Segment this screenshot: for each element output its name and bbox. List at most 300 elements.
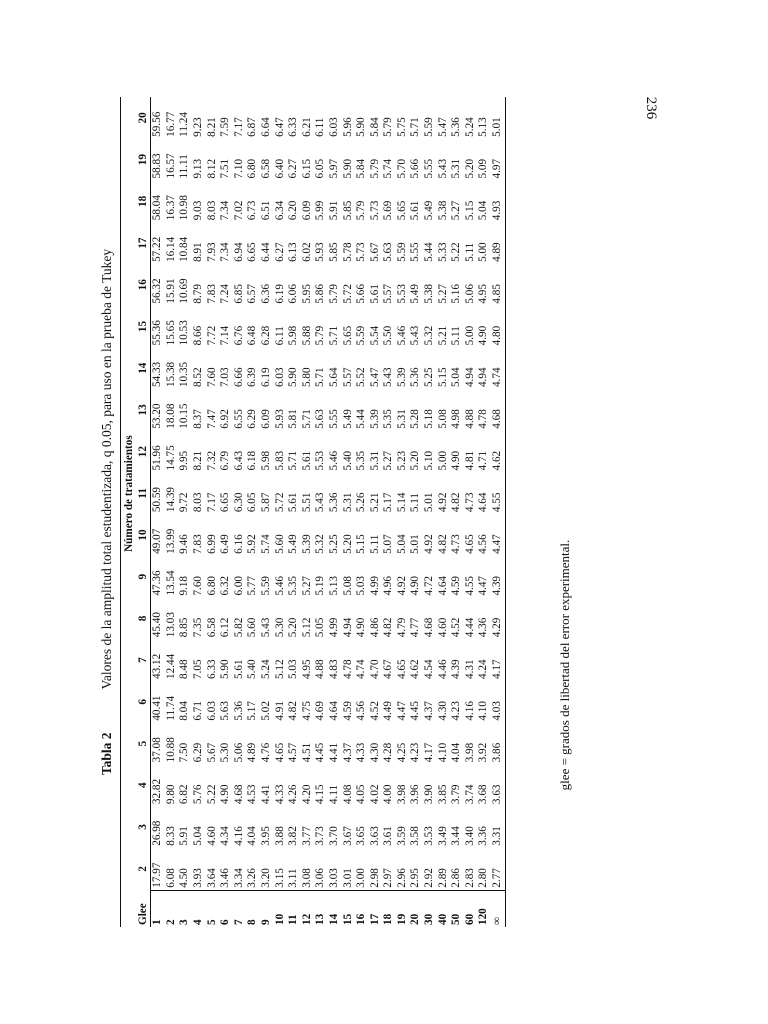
row-header-glee: 8 <box>246 890 260 927</box>
table-cell: 5.13 <box>327 575 340 596</box>
table-cell: 6.08 <box>164 868 177 888</box>
table-cell: 15.65 <box>164 320 177 346</box>
table-cell: 5.85 <box>341 200 354 221</box>
table-cell: 4.64 <box>477 492 490 513</box>
table-cell: 5.60 <box>273 534 286 554</box>
column-header-row <box>137 97 151 927</box>
column-header: 14 <box>137 347 151 389</box>
table-cell: 5.01 <box>423 492 436 513</box>
table-cell: 4.94 <box>463 367 476 388</box>
table-cell: 3.58 <box>409 826 422 846</box>
table-cell: 5.36 <box>232 701 245 721</box>
table-cell: 9.95 <box>178 450 191 471</box>
table-cell: 50.59 <box>151 486 164 513</box>
table-cell: 3.86 <box>491 723 505 765</box>
table-cell: 5.71 <box>300 409 313 429</box>
table-cell: 6.33 <box>287 117 300 137</box>
table-cell: 6.33 <box>205 659 218 679</box>
table-cell: 4.17 <box>491 639 505 681</box>
table-cell: 6.48 <box>246 325 259 346</box>
table-cell: 6.21 <box>300 117 313 137</box>
table-cell: 5.80 <box>300 367 313 388</box>
table-cell: 45.40 <box>151 612 164 638</box>
table-cell: 6.32 <box>219 575 232 596</box>
table-cell: 5.43 <box>382 367 395 388</box>
table-cell: 10.69 <box>178 278 191 304</box>
table-cell: 4.68 <box>232 784 245 805</box>
table-cell: 32.82 <box>151 778 164 805</box>
table-cell: 4.39 <box>450 659 463 679</box>
table-cell: 12.44 <box>164 653 177 679</box>
table-cell: 5.59 <box>395 242 408 262</box>
table-cell: 3.73 <box>314 826 327 846</box>
table-cell: 4.77 <box>409 617 422 638</box>
table-cell: 7.24 <box>219 284 232 304</box>
table-cell: 8.52 <box>191 367 204 388</box>
table-cell: 6.03 <box>273 367 286 388</box>
table-cell: 2.98 <box>368 868 381 888</box>
table-cell: 4.20 <box>300 784 313 805</box>
table-cell: 5.25 <box>327 534 340 554</box>
column-header: 15 <box>137 306 151 348</box>
table-cell: 6.29 <box>191 742 204 763</box>
table-cell: 5.43 <box>259 617 272 638</box>
table-cell: 14.75 <box>164 445 177 471</box>
table-cell: 5.39 <box>395 367 408 388</box>
table-row <box>396 97 410 927</box>
table-cell: 59.56 <box>151 111 164 137</box>
column-header: 3 <box>137 806 151 848</box>
table-cell: 5.74 <box>382 158 395 179</box>
table-cell: 6.47 <box>273 117 286 137</box>
table-cell: 4.49 <box>382 701 395 721</box>
table-cell: 2.95 <box>409 868 422 888</box>
table-cell: 5.75 <box>395 117 408 137</box>
table-cell: 7.34 <box>219 200 232 221</box>
table-cell: 6.11 <box>314 117 327 137</box>
table-cell: 5.38 <box>423 284 436 304</box>
table-cell: 5.05 <box>314 617 327 638</box>
table-cell: 6.82 <box>178 784 191 805</box>
table-cell: 4.93 <box>491 181 505 223</box>
table-cell: 5.73 <box>355 242 368 262</box>
column-header: 17 <box>137 222 151 264</box>
table-cell: 5.02 <box>259 701 272 721</box>
table-cell: 4.85 <box>491 264 505 306</box>
table-cell: 7.83 <box>191 534 204 554</box>
table-cell: 4.65 <box>463 534 476 554</box>
table-cell: 7.14 <box>219 325 232 346</box>
table-cell: 4.16 <box>463 701 476 721</box>
table-cell: 4.64 <box>327 701 340 721</box>
table-cell: 4.96 <box>382 575 395 596</box>
table-cell: 57.22 <box>151 236 164 262</box>
table-cell: 6.87 <box>246 117 259 137</box>
table-cell: 7.10 <box>232 158 245 179</box>
row-header-glee: 60 <box>464 890 478 927</box>
table-cell: 5.01 <box>409 534 422 554</box>
table-cell: 3.26 <box>246 868 259 888</box>
table-cell: 5.20 <box>287 617 300 638</box>
table-cell: 4.46 <box>436 659 449 679</box>
table-cell: 5.83 <box>273 450 286 471</box>
table-cell: 4.68 <box>491 389 505 431</box>
table-cell: 5.46 <box>273 575 286 596</box>
table-cell: 5.61 <box>300 450 313 471</box>
row-header-glee: 9 <box>260 890 274 927</box>
table-cell: 5.22 <box>450 242 463 262</box>
table-cell: 7.93 <box>205 242 218 262</box>
table-cell: 7.17 <box>232 117 245 137</box>
column-header: 11 <box>137 472 151 514</box>
table-cell: 2.83 <box>463 868 476 888</box>
table-cell: 5.84 <box>355 158 368 179</box>
table-cell: 5.30 <box>273 617 286 638</box>
table-cell: 10.84 <box>178 236 191 262</box>
table-label: Tabla 2 <box>99 732 114 776</box>
column-header: 20 <box>137 97 151 139</box>
table-cell: 4.94 <box>341 617 354 638</box>
table-cell: 5.79 <box>355 200 368 221</box>
table-cell: 8.91 <box>191 242 204 262</box>
table-cell: 3.34 <box>232 868 245 888</box>
table-cell: 3.08 <box>300 868 313 888</box>
row-header-glee: 2 <box>165 890 179 927</box>
table-cell: 7.32 <box>205 450 218 471</box>
table-cell: 5.55 <box>409 242 422 262</box>
table-cell: 5.61 <box>409 200 422 221</box>
table-cell: 6.27 <box>287 158 300 179</box>
table-cell: 5.35 <box>382 409 395 429</box>
table-cell: 5.98 <box>259 450 272 471</box>
table-row <box>314 97 328 927</box>
table-cell: 5.00 <box>436 450 449 471</box>
table-cell: 5.49 <box>287 534 300 554</box>
table-cell: 16.57 <box>164 153 177 179</box>
table-cell: 3.82 <box>287 826 300 846</box>
table-cell: 5.36 <box>409 367 422 388</box>
table-cell: 5.43 <box>409 325 422 346</box>
row-header-glee: 3 <box>178 890 192 927</box>
table-cell: 4.41 <box>259 784 272 805</box>
table-cell: 4.97 <box>491 139 505 181</box>
table-cell: 5.69 <box>382 200 395 221</box>
table-cell: 5.24 <box>463 117 476 137</box>
table-cell: 5.60 <box>246 617 259 638</box>
table-cell: 4.73 <box>450 534 463 554</box>
table-cell: 4.62 <box>409 659 422 679</box>
table-cell: 5.43 <box>314 492 327 513</box>
table-cell: 5.79 <box>314 325 327 346</box>
table-row <box>260 97 274 927</box>
table-cell: 2.80 <box>477 868 490 888</box>
table-cell: 6.85 <box>232 284 245 304</box>
table-cell: 5.15 <box>463 200 476 221</box>
table-cell: 2.89 <box>436 868 449 888</box>
table-cell: 5.63 <box>314 409 327 429</box>
table-cell: 5.20 <box>463 158 476 179</box>
table-cell: 5.72 <box>273 492 286 513</box>
table-cell: 8.21 <box>191 450 204 471</box>
table-cell: 5.38 <box>436 200 449 221</box>
table-cell: 8.04 <box>178 701 191 721</box>
table-cell: 6.00 <box>232 575 245 596</box>
column-header: 8 <box>137 598 151 640</box>
table-cell: 4.86 <box>368 617 381 638</box>
column-header: 9 <box>137 556 151 598</box>
table-cell: 8.37 <box>191 409 204 429</box>
table-cell: 4.82 <box>436 534 449 554</box>
table-cell: 4.56 <box>355 701 368 721</box>
table-row <box>178 97 192 927</box>
table-cell: 5.77 <box>246 575 259 596</box>
table-row <box>409 97 423 927</box>
column-header: 10 <box>137 514 151 556</box>
table-cell: 5.98 <box>287 325 300 346</box>
table-cell: 5.63 <box>219 701 232 721</box>
table-cell: 58.04 <box>151 195 164 221</box>
table-cell: 5.22 <box>205 784 218 805</box>
table-cell: 5.18 <box>423 409 436 429</box>
table-cell: 3.01 <box>341 868 354 888</box>
table-cell: 5.31 <box>395 409 408 429</box>
table-cell: 8.21 <box>205 117 218 137</box>
table-cell: 6.58 <box>205 617 218 638</box>
table-row <box>437 97 451 927</box>
table-cell: 3.77 <box>300 826 313 846</box>
table-cell: 5.79 <box>382 117 395 137</box>
row-header-glee: 6 <box>219 890 233 927</box>
table-cell: 4.68 <box>423 617 436 638</box>
table-cell: 6.94 <box>232 242 245 262</box>
row-header-glee: 17 <box>369 890 383 927</box>
table-cell: 43.12 <box>151 653 164 679</box>
table-cell: 51.96 <box>151 445 164 471</box>
table-cell: 5.27 <box>450 200 463 221</box>
table-cell: 4.37 <box>341 742 354 763</box>
table-cell: 5.57 <box>341 367 354 388</box>
table-cell: 3.93 <box>191 868 204 888</box>
table-cell: 5.16 <box>450 284 463 304</box>
table-cell: 5.35 <box>287 575 300 596</box>
table-cell: 5.52 <box>355 367 368 388</box>
table-row <box>233 97 247 927</box>
table-cell: 9.03 <box>191 200 204 221</box>
row-header-glee: 11 <box>287 890 301 927</box>
table-cell: 5.91 <box>178 826 191 846</box>
table-cell: 4.60 <box>436 617 449 638</box>
table-cell: 6.43 <box>232 450 245 471</box>
table-row <box>246 97 260 927</box>
table-cell: 53.20 <box>151 403 164 429</box>
page-number: 236 <box>643 96 659 120</box>
table-cell: 6.58 <box>259 158 272 179</box>
table-cell: 9.18 <box>178 575 191 596</box>
table-cell: 4.16 <box>232 826 245 846</box>
table-cell: 40.41 <box>151 695 164 721</box>
table-cell: 6.03 <box>205 701 218 721</box>
table-cell: 4.04 <box>450 742 463 763</box>
table-cell: 9.13 <box>191 158 204 179</box>
table-cell: 4.82 <box>287 701 300 721</box>
table-cell: 9.46 <box>178 534 191 554</box>
table-cell: 5.08 <box>436 409 449 429</box>
table-cell: 6.09 <box>300 200 313 221</box>
table-cell: 5.54 <box>368 325 381 346</box>
table-row <box>206 97 220 927</box>
table-cell: 5.13 <box>477 117 490 137</box>
row-header-glee: 4 <box>192 890 206 927</box>
table-cell: 47.36 <box>151 570 164 596</box>
table-cell: 5.17 <box>246 701 259 721</box>
table-cell: 3.49 <box>436 826 449 846</box>
table-cell: 5.09 <box>477 158 490 179</box>
table-cell: 5.63 <box>382 242 395 262</box>
table-cell: 5.74 <box>259 534 272 554</box>
table-cell: 3.40 <box>463 826 476 846</box>
table-cell: 4.65 <box>273 742 286 763</box>
table-cell: 4.65 <box>395 659 408 679</box>
table-cell: 7.60 <box>191 575 204 596</box>
table-cell: 16.37 <box>164 195 177 221</box>
table-cell: 10.98 <box>178 195 191 221</box>
table-cell: 7.17 <box>205 492 218 513</box>
table-cell: 11.74 <box>164 695 177 721</box>
table-cell: 4.24 <box>477 659 490 679</box>
table-cell: 5.96 <box>341 117 354 137</box>
table-cell: 6.34 <box>273 200 286 221</box>
table-cell: 5.71 <box>287 450 300 471</box>
table-cell: 11.11 <box>178 154 191 179</box>
table-cell: 7.72 <box>205 325 218 346</box>
table-cell: 4.26 <box>287 784 300 805</box>
table-cell: 4.17 <box>423 742 436 763</box>
table-cell: 5.95 <box>300 284 313 304</box>
table-cell: 5.71 <box>327 325 340 346</box>
table-cell: 13.03 <box>164 612 177 638</box>
column-header: 16 <box>137 264 151 306</box>
table-cell: 5.00 <box>463 325 476 346</box>
table-row <box>151 97 165 927</box>
table-cell: 5.15 <box>355 534 368 554</box>
table-cell: 55.36 <box>151 320 164 346</box>
table-cell: 3.70 <box>327 826 340 846</box>
table-cell: 4.30 <box>368 742 381 763</box>
table-cell: 4.98 <box>450 409 463 429</box>
table-cell: 5.17 <box>382 492 395 513</box>
table-cell: 5.24 <box>259 659 272 679</box>
table-cell: 6.39 <box>246 367 259 388</box>
table-cell: 4.28 <box>382 742 395 763</box>
table-cell: 3.92 <box>477 742 490 763</box>
table-cell: 4.74 <box>355 659 368 679</box>
table-cell: 5.27 <box>436 284 449 304</box>
table-cell: 5.39 <box>300 534 313 554</box>
table-cell: 4.88 <box>314 659 327 679</box>
table-cell: 3.63 <box>491 764 505 806</box>
table-row <box>491 97 505 927</box>
table-cell: 4.10 <box>436 742 449 763</box>
table-cell: 7.35 <box>191 617 204 638</box>
table-cell: 8.12 <box>205 158 218 179</box>
table-cell: 16.14 <box>164 236 177 262</box>
table-cell: 4.64 <box>436 575 449 596</box>
table-cell: 4.72 <box>423 575 436 596</box>
table-cell: 4.11 <box>327 784 340 805</box>
table-cell: 4.37 <box>423 701 436 721</box>
table-cell: 8.03 <box>205 200 218 221</box>
table-cell: 6.18 <box>246 450 259 471</box>
table-cell: 6.40 <box>273 158 286 179</box>
column-header: 18 <box>137 181 151 223</box>
row-header-glee: ∞ <box>491 890 505 927</box>
table-cell: 4.29 <box>491 598 505 640</box>
table-cell: 4.60 <box>205 826 218 846</box>
table-cell: 5.65 <box>341 325 354 346</box>
table-cell: 4.95 <box>477 284 490 304</box>
table-cell: 5.20 <box>409 450 422 471</box>
table-cell: 5.57 <box>382 284 395 304</box>
row-header-glee: 15 <box>342 890 356 927</box>
table-cell: 9.80 <box>164 784 177 805</box>
table-cell: 5.47 <box>436 117 449 137</box>
table-cell: 5.59 <box>259 575 272 596</box>
table-cell: 5.23 <box>395 450 408 471</box>
table-cell: 3.85 <box>436 784 449 805</box>
table-cell: 3.11 <box>287 868 300 888</box>
table-cell: 2.96 <box>395 868 408 888</box>
table-cell: 4.78 <box>341 659 354 679</box>
table-cell: 4.04 <box>246 826 259 846</box>
table-cell: 2.97 <box>382 868 395 888</box>
row-header-glee: 5 <box>206 890 220 927</box>
table-cell: 6.19 <box>259 367 272 388</box>
table-cell: 4.47 <box>395 701 408 721</box>
row-header-glee: 40 <box>437 890 451 927</box>
table-cell: 5.12 <box>300 617 313 638</box>
table-cell: 8.79 <box>191 284 204 304</box>
table-cell: 4.90 <box>450 450 463 471</box>
table-cell: 5.03 <box>355 575 368 596</box>
table-cell: 4.52 <box>450 617 463 638</box>
group-header: Número de tratamientos <box>121 97 137 890</box>
table-cell: 6.19 <box>273 284 286 304</box>
table-cell: 10.35 <box>178 361 191 388</box>
table-cell: 4.79 <box>395 617 408 638</box>
table-cell: 4.76 <box>259 742 272 763</box>
table-cell: 4.62 <box>491 431 505 473</box>
column-header: 2 <box>137 848 151 890</box>
table-cell: 5.06 <box>232 742 245 763</box>
table-cell: 5.71 <box>314 367 327 388</box>
table-row <box>287 97 301 927</box>
table-cell: 5.49 <box>341 409 354 429</box>
table-cell: 5.43 <box>436 158 449 179</box>
row-header-glee: 18 <box>382 890 396 927</box>
table-cell: 5.39 <box>368 409 381 429</box>
table-cell: 5.79 <box>368 158 381 179</box>
table-cell: 5.55 <box>423 158 436 179</box>
table-row <box>450 97 464 927</box>
table-cell: 4.30 <box>436 701 449 721</box>
table-cell: 5.36 <box>450 117 463 137</box>
table-cell: 7.03 <box>219 367 232 388</box>
table-cell: 5.59 <box>355 325 368 346</box>
table-cell: 3.06 <box>314 868 327 888</box>
table-cell: 4.94 <box>477 367 490 388</box>
table-row <box>274 97 288 927</box>
row-header-label: Glee <box>137 890 151 927</box>
